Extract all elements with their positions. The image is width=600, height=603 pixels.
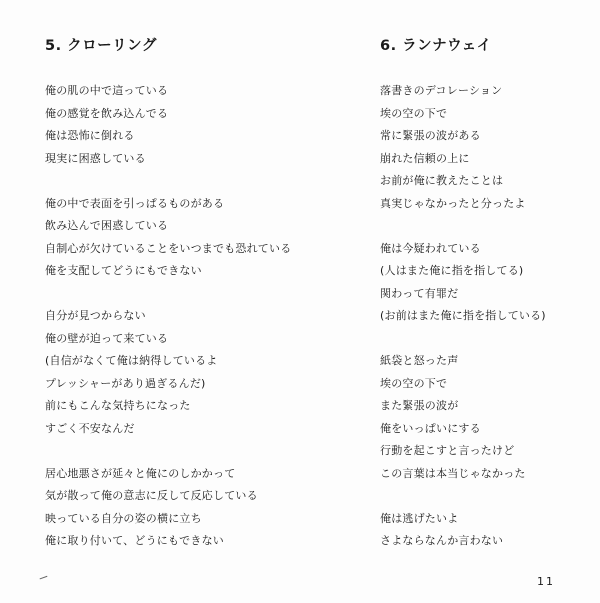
lyric-line: 俺は今疑われている [380, 241, 481, 255]
lyric-line: 飲み込んで困惑している [45, 219, 169, 232]
lyric-line: 落書きのデコレーション [380, 84, 503, 97]
lyric-line: また緊張の波が [380, 399, 459, 412]
stanza [380, 80, 590, 215]
lyric-line: 気が散って俺の意志に反して反応している [45, 489, 258, 502]
lyric-line: (自信がなくて俺は納得しているよ [45, 354, 218, 367]
stanza [45, 80, 345, 170]
lyric-line: 俺は恐怖に倒れる [45, 129, 135, 142]
lyric-line: 俺をいっぱいにする [380, 421, 481, 435]
song-title: 6. ランナウェイ [380, 38, 492, 54]
lyric-line: 俺の壁が迫って来ている [45, 331, 169, 345]
page-number: 11 [537, 575, 555, 588]
lyric-line: 埃の空の下で [380, 376, 448, 390]
stanza [380, 238, 590, 328]
lyric-line: 現実に困惑している [45, 151, 146, 165]
lyric-line: 関わって有罪だ [380, 286, 459, 300]
lyric-line: 真実じゃなかったと分ったよ [380, 196, 526, 210]
lyric-line: 常に緊張の波がある [380, 129, 481, 142]
lyric-line: 居心地悪さが延々と俺にのしかかって [45, 466, 236, 480]
lyric-line: 紙袋と怒った声 [380, 354, 459, 367]
lyric-line: 映っている自分の姿の横に立ち [45, 511, 202, 525]
lyric-line: (人はまた俺に指を指してる) [380, 264, 524, 277]
lyric-line: この言葉は本当じゃなかった [380, 466, 526, 480]
lyric-line: 崩れた信頼の上に [380, 151, 470, 165]
lyric-line: 行動を起こすと言ったけど [380, 444, 515, 457]
lyric-line: (お前はまた俺に指を指している) [380, 309, 546, 322]
lyric-line: 埃の空の下で [380, 106, 448, 120]
lyric-line: 俺に取り付いて、どうにもできない [45, 534, 224, 547]
stanza [380, 350, 590, 485]
stanza [45, 193, 345, 283]
lyric-line: さよならなんか言わない [380, 534, 504, 547]
song-title: 5. クローリング [45, 38, 157, 54]
lyric-line: 俺の肌の中で這っている [45, 84, 169, 97]
print-mark [40, 576, 49, 582]
lyric-line: 自制心が欠けていることをいつまでも恐れている [45, 241, 292, 255]
lyric-line: 俺を支配してどうにもできない [45, 264, 202, 277]
stanza [45, 305, 345, 440]
lyric-line: すごく不安なんだ [45, 421, 135, 435]
stanza [380, 508, 590, 553]
lyric-line: 自分が見つからない [45, 309, 146, 322]
stanza [45, 463, 345, 553]
lyric-line: 俺の感覚を飲み込んでる [45, 106, 169, 120]
lyric-line: 前にもこんな気持ちになった [45, 399, 191, 412]
lyric-line: 俺は逃げたいよ [380, 511, 459, 525]
song-column-runaway [380, 34, 590, 575]
lyric-line: お前が俺に教えたことは [380, 174, 504, 187]
song-column-crawling [45, 34, 345, 575]
lyric-line: 俺の中で表面を引っぱるものがある [45, 196, 225, 210]
lyric-line: プレッシャーがあり過ぎるんだ) [45, 376, 206, 390]
